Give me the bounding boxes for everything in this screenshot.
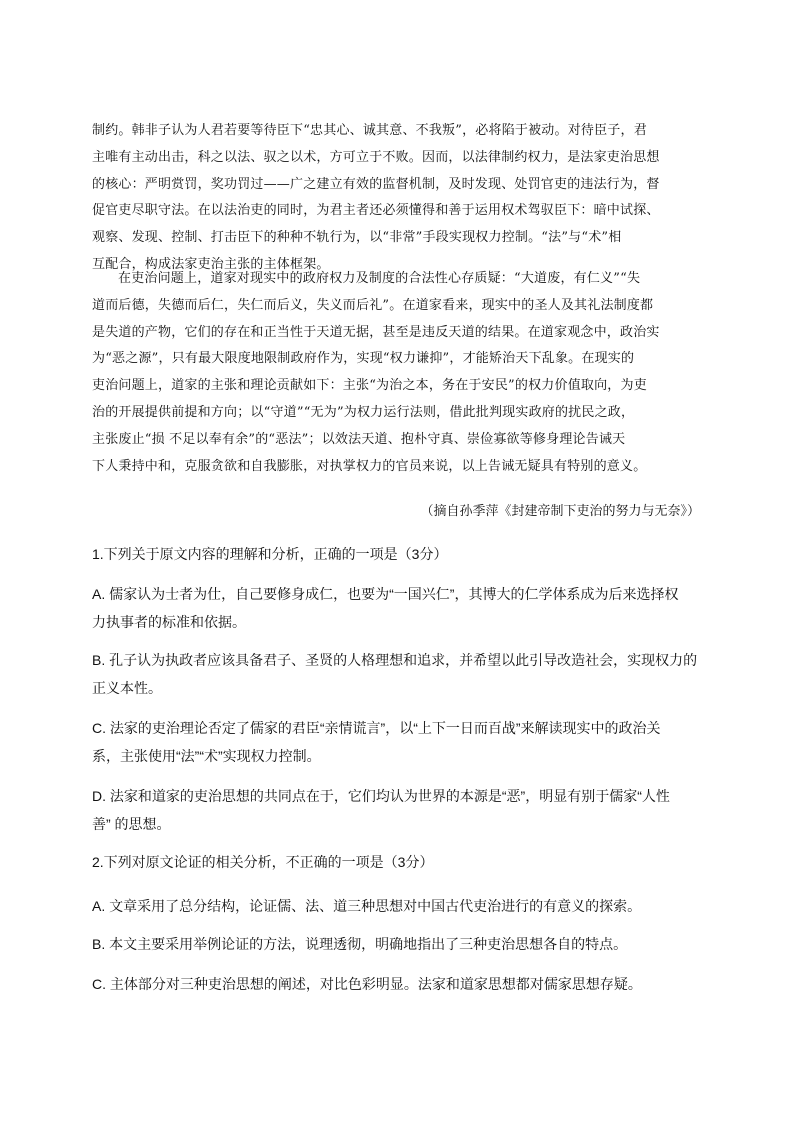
passage-line: 吏治问题上，道家的主张和理论贡献如下：主张“为治之本，务在于安民”的权力价值取向，为吏: [92, 378, 647, 394]
option-line: 力执事者的标准和依据。: [92, 614, 246, 630]
question-1-option-a: [92, 580, 704, 636]
option-line: A. 儒家认为士者为仕，自己要修身成仁，也要为“一国兴仁”，其博大的仁学体系成为后来选择权: [92, 586, 679, 602]
passage-line: 为“恶之源”，只有最大限度地限制政府作为，实现“权力谦抑”，才能矫治天下乱象。在现实的: [92, 351, 635, 367]
option-line: C. 主体部分对三种吏治思想的阐述，对比色彩明显。法家和道家思想都对儒家思想存疑。: [92, 976, 642, 992]
option-line: A. 文章采用了总分结构，论证儒、法、道三种思想对中国古代吏治进行的有意义的探索。: [92, 898, 642, 914]
passage-line: 在吏治问题上，道家对现实中的政府权力及制度的合法性心存质疑：“大道废，有仁义”“失: [118, 271, 641, 286]
question-2-stem: 2.下列对原文论证的相关分析，不正确的一项是（3分）: [92, 854, 434, 870]
passage-paragraph-2: [92, 266, 698, 480]
passage-line: 是失道的产物，它们的存在和正当性于天道无据，甚至是违反天道的结果。在道家观念中，政治实: [92, 324, 660, 340]
question-2-option-b: [92, 930, 704, 958]
question-1-option-c: [92, 714, 704, 770]
passage-line: 观察、发现、控制、打击臣下的种种不轨行为，以“非常”手段实现权力控制。“法”与“术”相: [92, 230, 622, 246]
option-line: B. 本文主要采用举例论证的方法，说理透彻，明确地指出了三种吏治思想各自的特点。: [92, 936, 628, 952]
question-2-option-a: [92, 892, 704, 920]
option-line: 正义本性。: [92, 680, 162, 696]
question-2-option-c: [92, 970, 704, 998]
passage-line: 制约。韩非子认为人君若要等待臣下“忠其心、诚其意、不我叛”，必将陷于被动。对待臣子，君: [92, 123, 647, 138]
option-line: 系，主张使用“法”“术”实现权力控制。: [92, 748, 321, 764]
passage-line: 治的开展提供前提和方向；以“守道”“无为”为权力运行法则，借此批判现实政府的扰民之政，: [92, 404, 635, 420]
passage-line: 主张废止“损 不足以奉有余”的“恶法”；以效法天道、抱朴守真、崇俭寡欲等修身理论告诫天: [92, 431, 626, 447]
option-line: D. 法家和道家的吏治思想的共同点在于，它们均认为世界的本源是“恶”，明显有别于儒家“人性: [92, 788, 670, 804]
passage-citation: （摘自孙季萍《封建帝制下吏治的努力与无奈》）: [420, 504, 700, 519]
option-line: B. 孔子认为执政者应该具备君子、圣贤的人格理想和追求，并希望以此引导改造社会，实现权力的: [92, 652, 698, 668]
question-1-stem: 1.下列关于原文内容的理解和分析，正确的一项是（3分）: [92, 546, 448, 562]
passage-line: 主唯有主动出击，科之以法、驭之以术，方可立于不败。因而，以法律制约权力，是法家吏治思想: [92, 149, 660, 165]
option-line: 善” 的思想。: [92, 816, 171, 832]
passage-paragraph-1: [92, 118, 698, 279]
passage-line: 互配合，构成法家吏治主张的主体框架。: [92, 256, 330, 272]
option-line: C. 法家的吏治理论否定了儒家的君臣“亲情谎言”，以“上下一日而百战”来解读现实中的政治关: [92, 720, 661, 736]
passage-line: 道而后德，失德而后仁，失仁而后义，失义而后礼”。在道家看来，现实中的圣人及其礼法制度都: [92, 297, 654, 313]
passage-line: 的核心：严明赏罚，奖功罚过——广之建立有效的监督机制，及时发现、处罚官吏的违法行为，督: [92, 176, 660, 192]
question-1-option-d: [92, 782, 704, 838]
passage-line: 促官吏尽职守法。在以法治吏的同时，为君主者还必须懂得和善于运用权术驾驭臣下：暗中试探、: [92, 203, 660, 219]
question-1-option-b: [92, 646, 704, 702]
passage-line: 下人秉持中和，克服贪欲和自我膨胀，对执掌权力的官员来说，以上告诫无疑具有特别的意义。: [92, 458, 647, 474]
